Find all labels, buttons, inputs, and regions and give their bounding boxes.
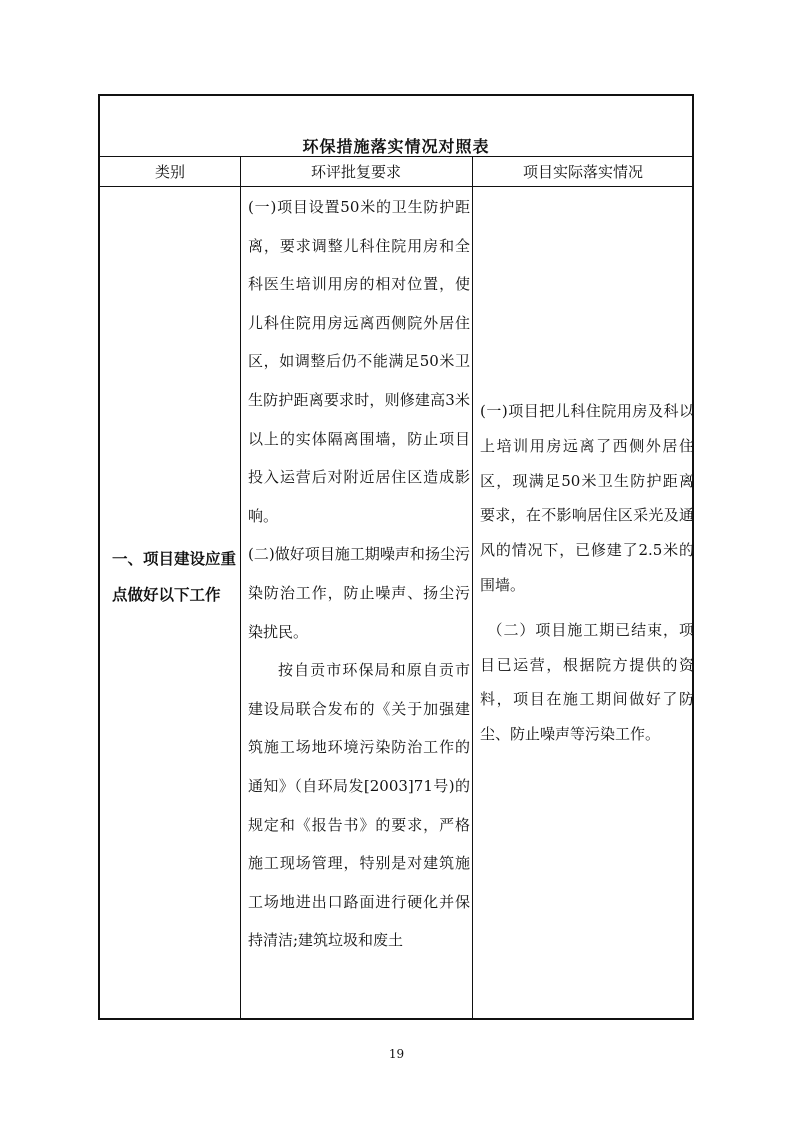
table-title: 环保措施落实情况对照表 [302, 137, 490, 156]
header-bottom-border [100, 186, 692, 187]
column-divider-2 [472, 156, 473, 1018]
header-top-border [100, 156, 692, 157]
requirement-cell [248, 188, 470, 960]
requirement-paragraph-1: (一)项目设置50米的卫生防护距离，要求调整儿科住院用房和全科医生培训用房的相对位置，使儿科住院用房远离西侧院外居住区，如调整后仍不能满足50米卫生防护距离要求时，则修建高3米以上的实体隔离围墙，防止项目投入运营后对附近居住区造成影响。 [248, 198, 470, 525]
header-category: 类别 [154, 163, 185, 181]
category-cell: 一、项目建设应重点做好以下工作 [112, 550, 237, 604]
header-implementation: 项目实际落实情况 [522, 163, 643, 181]
implementation-cell [480, 394, 694, 752]
header-requirement: 环评批复要求 [310, 163, 401, 181]
table-frame [98, 94, 694, 1020]
implementation-paragraph-1: (一)项目把儿科住院用房及科以上培训用房远离了西侧外居住区，现满足50米卫生防护距离要求，在不影响居住区采光及通风的情况下，已修建了2.5米的围墙。 [480, 402, 694, 594]
requirement-paragraph-3: 按自贡市环保局和原自贡市建设局联合发布的《关于加强建筑施工场地环境污染防治工作的通知》（自环局发[2003]71号)的规定和《报告书》的要求，严格施工现场管理，特别是对建筑施工场地进出口路面进行硬化并保持清洁;建筑垃圾和废土 [248, 661, 470, 950]
column-divider-1 [240, 156, 241, 1018]
implementation-paragraph-2: （二）项目施工期已结束，项目已运营，根据院方提供的资料，项目在施工期间做好了防尘、防止噪声等污染工作。 [480, 620, 694, 744]
page-number: 19 [388, 1047, 405, 1061]
requirement-paragraph-2: (二)做好项目施工期噪声和扬尘污染防治工作，防止噪声、扬尘污染扰民。 [248, 545, 470, 641]
